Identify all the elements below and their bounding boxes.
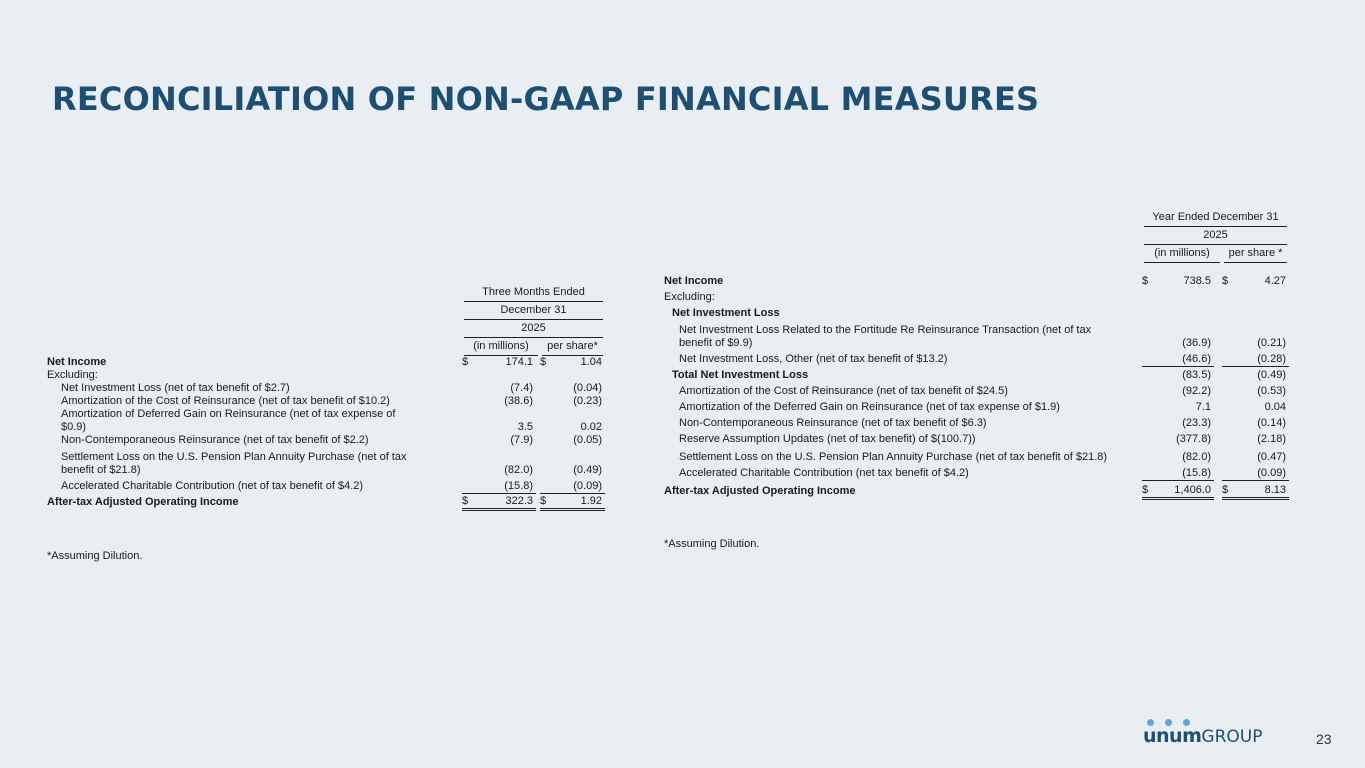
table-header-row: [47, 320, 605, 338]
row-label: Non-Contemporaneous Reinsurance (net of tax benefit of $6.3): [679, 417, 987, 429]
table-row: [47, 477, 605, 493]
value-per-share: 1.92: [552, 493, 605, 509]
value-millions: 738.5: [1183, 275, 1211, 287]
row-label: Net Income: [664, 275, 724, 287]
table-row: [47, 493, 605, 509]
table-row: [47, 447, 605, 477]
row-label: Amortization of the Deferred Gain on Reinsurance (net of tax expense of $1.9): [679, 401, 1060, 413]
column-header-per-share: per share *: [1224, 245, 1287, 263]
row-label: After-tax Adjusted Operating Income: [664, 485, 856, 497]
row-label: Amortization of the Cost of Reinsurance (net of tax benefit of $24.5): [679, 385, 1008, 397]
table-row: [664, 288, 1289, 304]
table-row: [664, 366, 1289, 382]
table-header-row: [664, 245, 1289, 263]
table-row: [664, 430, 1289, 446]
table-row: [47, 382, 605, 395]
value-millions: (377.8): [1176, 433, 1211, 445]
value-per-share: 0.04: [1264, 401, 1286, 413]
value-millions: (15.8): [1154, 464, 1214, 480]
value-millions: 1,406.0: [1154, 480, 1214, 498]
value-millions: (82.0): [504, 464, 533, 476]
value-millions: 3.5: [517, 421, 533, 433]
row-label: Net Investment Loss Related to the Fortitude Re Reinsurance Transaction (net of tax benefit of $9.9): [679, 324, 1092, 349]
header-date: December 31: [464, 302, 603, 320]
header-year: 2025: [1144, 227, 1287, 245]
value-millions: (46.6): [1154, 350, 1214, 366]
value-millions: (92.2): [1182, 385, 1211, 397]
footnote: *Assuming Dilution.: [664, 538, 760, 550]
value-millions: (82.0): [1182, 451, 1211, 463]
row-label: Accelerated Charitable Contribution (net of tax benefit of $4.2): [61, 480, 364, 492]
value-millions: 174.1: [505, 356, 533, 368]
value-per-share: 1.04: [580, 356, 602, 368]
column-header-per-share: per share*: [542, 338, 603, 356]
value-per-share: 0.02: [580, 421, 602, 433]
row-label: Excluding:: [47, 369, 98, 381]
value-millions: (38.6): [504, 395, 533, 407]
value-per-share: (0.21): [1257, 337, 1286, 349]
row-label: Accelerated Charitable Contribution (net tax benefit of $4.2): [679, 467, 969, 479]
header-period: Year Ended December 31: [1144, 211, 1287, 227]
table-row: [664, 275, 1289, 288]
value-per-share: (0.09): [552, 477, 605, 493]
table-row: [47, 395, 605, 408]
column-header-millions: (in millions): [1144, 245, 1220, 263]
table-header-row: [664, 211, 1289, 227]
value-millions: (7.9): [510, 434, 533, 446]
row-label: Total Net Investment Loss: [672, 369, 809, 381]
row-label: After-tax Adjusted Operating Income: [47, 496, 239, 508]
value-per-share: (0.05): [573, 434, 602, 446]
table-row: [664, 464, 1289, 480]
value-millions: (7.4): [510, 382, 533, 394]
currency-symbol: $: [462, 493, 474, 509]
row-label: Excluding:: [664, 291, 715, 303]
value-millions: 322.3: [474, 493, 536, 509]
value-per-share: (0.04): [573, 382, 602, 394]
table-row: [47, 356, 605, 369]
currency-symbol: $: [1142, 480, 1154, 498]
value-millions: 7.1: [1195, 401, 1211, 413]
value-millions: (23.3): [1182, 417, 1211, 429]
value-millions: (83.5): [1182, 369, 1211, 381]
value-per-share: (0.49): [573, 464, 602, 476]
currency-symbol: $: [1142, 275, 1149, 287]
value-per-share: (0.14): [1257, 417, 1286, 429]
header-period: Three Months Ended: [464, 286, 603, 302]
table-row: [47, 369, 605, 382]
header-year: 2025: [464, 320, 603, 338]
value-millions: (36.9): [1182, 337, 1211, 349]
currency-symbol: $: [1222, 275, 1229, 287]
row-label: Settlement Loss on the U.S. Pension Plan Annuity Purchase (net of tax benefit of $21.8): [679, 451, 1108, 463]
table-row: [664, 320, 1289, 350]
table-header-row: [47, 286, 605, 302]
table-row: [47, 434, 605, 447]
currency-symbol: $: [462, 356, 469, 368]
quarter-reconciliation-table: [47, 286, 605, 511]
value-per-share: (0.28): [1234, 350, 1289, 366]
year-reconciliation-table: [664, 211, 1289, 500]
value-per-share: (0.47): [1257, 451, 1286, 463]
row-label: Settlement Loss on the U.S. Pension Plan Annuity Purchase (net of tax benefit of $21.8): [61, 451, 407, 476]
logo-group-text: GROUP: [1201, 727, 1263, 747]
row-label: Amortization of Deferred Gain on Reinsurance (net of tax expense of $0.9): [61, 408, 396, 433]
value-millions: (15.8): [474, 477, 536, 493]
page-title: RECONCILIATION OF NON-GAAP FINANCIAL MEASURES: [52, 80, 1040, 118]
table-header-row: [47, 338, 605, 356]
table-header-row: [664, 227, 1289, 245]
logo-wordmark: unum: [1143, 725, 1202, 747]
table-row: [664, 304, 1289, 320]
table-row: [664, 414, 1289, 430]
currency-symbol: $: [540, 356, 547, 368]
table-header-row: [47, 302, 605, 320]
row-label: Reserve Assumption Updates (net of tax benefit) of $(100.7)): [679, 433, 976, 445]
currency-symbol: $: [1222, 480, 1234, 498]
row-label: Non-Contemporaneous Reinsurance (net of tax benefit of $2.2): [61, 434, 369, 446]
row-label: Net Income: [47, 356, 107, 368]
value-per-share: (0.49): [1257, 369, 1286, 381]
table-row: [47, 408, 605, 434]
value-per-share: (0.53): [1257, 385, 1286, 397]
column-header-millions: (in millions): [464, 338, 538, 356]
table-row: [664, 350, 1289, 366]
footnote: *Assuming Dilution.: [47, 550, 143, 562]
row-label: Net Investment Loss, Other (net of tax benefit of $13.2): [679, 353, 948, 365]
value-per-share: 4.27: [1264, 275, 1286, 287]
page-number: 23: [1316, 731, 1332, 747]
table-row: [664, 398, 1289, 414]
row-label: Net Investment Loss: [672, 307, 780, 319]
value-per-share: 8.13: [1234, 480, 1289, 498]
row-label: Amortization of the Cost of Reinsurance (net of tax benefit of $10.2): [61, 395, 390, 407]
value-per-share: (0.09): [1234, 464, 1289, 480]
value-per-share: (2.18): [1257, 433, 1286, 445]
currency-symbol: $: [540, 493, 552, 509]
row-label: Net Investment Loss (net of tax benefit of $2.7): [61, 382, 290, 394]
table-row: [664, 446, 1289, 464]
table-row: [664, 480, 1289, 498]
value-per-share: (0.23): [573, 395, 602, 407]
table-row: [664, 382, 1289, 398]
